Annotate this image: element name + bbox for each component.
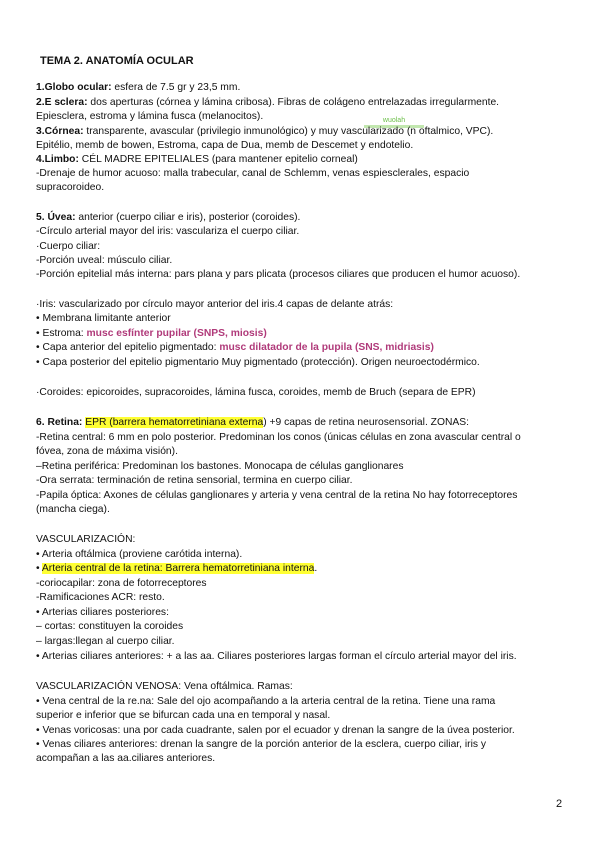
uvea-line-2: -Círculo arterial mayor del iris: vasculariza el cuerpo ciliar. [36, 226, 300, 237]
retina-line-4: –Retina periférica: Predominan los bastones. Monocapa de células ganglionares [36, 461, 404, 472]
uvea-line-5: -Porción epitelial más interna: pars plana y pars plicata (procesos ciliares que producen el humor acuoso). [36, 269, 521, 280]
uvea-label: 5. Úvea: [36, 212, 76, 223]
page-title: TEMA 2. ANATOMÍA OCULAR [40, 55, 194, 67]
retina-label: 6. Retina: [36, 417, 83, 428]
venosa-line-5: acompañan a las aa.ciliares anteriores. [36, 753, 216, 764]
esclera-line [36, 96, 499, 109]
vasc-line-7: – largas:llegan al cuerpo ciliar. [36, 636, 175, 647]
retina-line-2: -Retina central: 6 mm en polo posterior. Predominan los conos (únicas células en zona avascular central o [36, 432, 521, 443]
uvea-text: anterior (cuerpo ciliar e iris), posterior (coroides). [75, 212, 301, 223]
uvea-line [36, 211, 300, 224]
venosa-line-4: • Venas ciliares anteriores: drenan la sangre de la porción anterior de la esclera, cuerpo ciliar, iris y [36, 739, 487, 750]
iris-bullet-4: • Capa posterior del epitelio pigmentario Muy pigmentado (protección). Origen neuroectodérmico. [36, 357, 480, 368]
retina-line-3: fóvea, zona de máxima visión). [36, 446, 178, 457]
page-number: 2 [556, 798, 563, 810]
retina-line-7: (mancha ciega). [36, 504, 110, 515]
iris-bullet-3 [36, 341, 434, 354]
limbo-line-3: supracoroideo. [36, 182, 105, 193]
vasc-line-5: • Arterias ciliares posteriores: [36, 607, 169, 618]
limbo-line [36, 153, 358, 166]
globo-ocular-line [36, 81, 240, 94]
venosa-heading: VASCULARIZACIÓN VENOSA: Vena oftálmica. Ramas: [36, 681, 293, 692]
retina-line [36, 416, 469, 429]
vasc-line-2-end: . [314, 563, 318, 574]
vasc-line-4: -Ramificaciones ACR: resto. [36, 592, 165, 603]
limbo-label: 4.Limbo: [36, 154, 79, 165]
retina-line-6: -Papila óptica: Axones de células ganglionares y arteria y vena central de la retina No hay fotorreceptores [36, 490, 518, 501]
uvea-line-3: ·Cuerpo ciliar: [36, 241, 101, 252]
vasc-line-1: • Arteria oftálmica (proviene carótida interna). [36, 549, 243, 560]
limbo-text: CÉL MADRE EPITELIALES (para mantener epitelio corneal) [78, 154, 358, 165]
vasc-heading: VASCULARIZACIÓN: [36, 534, 136, 545]
iris-line: ·Iris: vascularizado por círculo mayor anterior del iris.4 capas de delante atrás: [36, 299, 394, 310]
venosa-line-2: superior e inferior que se bifurcan cada una en temporal y nasal. [36, 710, 331, 721]
iris-bullet-2-emphasis: musc esfínter pupilar (SNPS, miosis) [86, 328, 267, 339]
vasc-line-2-bullet: • [36, 563, 42, 574]
limbo-line-2: -Drenaje de humor acuoso: malla trabecular, canal de Schlemm, venas espiesclerales, espacio [36, 168, 470, 179]
retina-highlight: EPR (barrera hematorretiniana externa [85, 417, 264, 428]
watermark-text: wuolah [382, 117, 406, 124]
uvea-line-4: -Porción uveal: músculo ciliar. [36, 255, 173, 266]
retina-text: ) +9 capas de retina neurosensorial. ZONAS: [263, 417, 469, 428]
iris-bullet-1: • Membrana limitante anterior [36, 313, 171, 324]
retina-line-5: -Ora serrata: terminación de retina sensorial, termina en cuerpo ciliar. [36, 475, 353, 486]
esclera-line-2: Epiesclera, estroma y lámina fusca (melanocitos). [36, 111, 264, 122]
globo-text: esfera de 7.5 gr y 23,5 mm. [111, 82, 241, 93]
iris-bullet-3-text: • Capa anterior del epitelio pigmentado: [36, 342, 220, 353]
iris-bullet-3-emphasis: musc dilatador de la pupila (SNS, midriasis) [219, 342, 434, 353]
vasc-line-2 [36, 562, 317, 575]
esclera-label: 2.E sclera: [36, 97, 88, 108]
iris-bullet-2 [36, 327, 267, 340]
globo-label: 1.Globo ocular: [36, 82, 112, 93]
vasc-line-8: • Arterias ciliares anteriores: + a las aa. Ciliares posteriores largas forman el círculo arterial mayor del iris. [36, 651, 517, 662]
cornea-label: 3.Córnea: [36, 126, 84, 137]
cornea-line-2: Epitélio, memb de bowen, Estroma, capa de Dua, memb de Descemet y endotelio. [36, 140, 414, 151]
coroides-line: ·Coroides: epicoroides, supracoroides, lámina fusca, coroides, memb de Bruch (separa de EPR) [36, 387, 476, 398]
iris-bullet-2-text: • Estroma: [36, 328, 87, 339]
cornea-line [36, 125, 493, 138]
vasc-line-3: -coriocapilar: zona de fotorreceptores [36, 578, 207, 589]
esclera-text: dos aperturas (córnea y lámina cribosa). Fibras de colágeno entrelazadas irregularmente. [87, 97, 500, 108]
vasc-line-2-highlight: Arteria central de la retina: Barrera hematorretiniana interna [41, 563, 315, 574]
venosa-line-1: • Vena central de la re.na: Sale del ojo acompañando a la arteria central de la retina. Tiene una rama [36, 696, 496, 707]
cornea-text: transparente, avascular (privilegio inmunológico) y muy vascularizado (n oftalmico, VPC). [83, 126, 494, 137]
vasc-line-6: – cortas: constituyen la coroides [36, 621, 184, 632]
venosa-line-3: • Venas voricosas: una por cada cuadrante, salen por el ecuador y drenan la sangre de la úvea posterior. [36, 725, 515, 736]
